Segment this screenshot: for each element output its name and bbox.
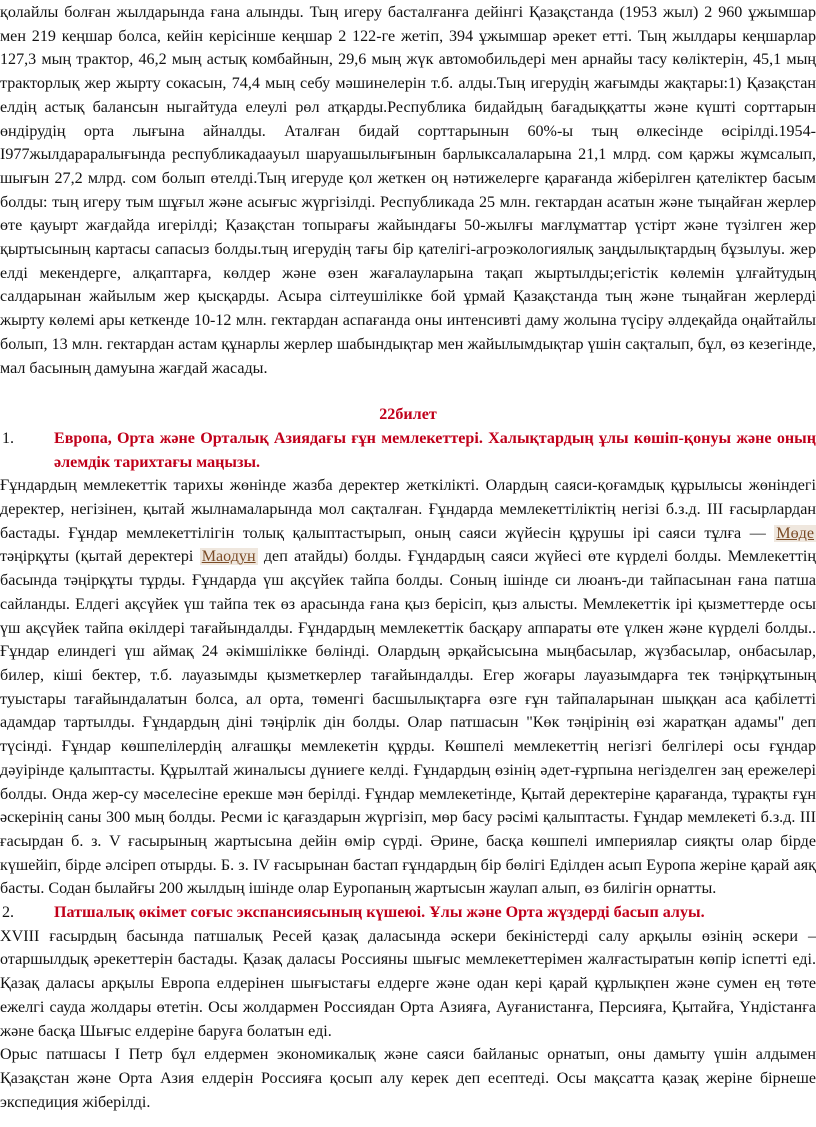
question-1-heading: Европа, Орта және Орталық Азиядағы ғұн мемлекеттері. Халықтардың ұлы көшіп-қонуы және оның әлемдік тарихтағы маңызы. (54, 429, 816, 471)
question-1-body-part-b: тәңірқұты (қытай деректері (0, 548, 200, 566)
intro-paragraph: қолайлы болған жылдарында ғана алынды. Тың игеру басталғанға дейінгі Қазақстанда (1953 жыл) 2 960 ұжымшар мен 219 кеңшар болса, кейін керісінше кеңшар 2 122-ге жетіп, 394 ұжымшар әрекет етті. Тың жылдары кеңшарлар 127,3 мың трактор, 46,2 мың астық комбайнын, 29,6 мың жүк автомобильдері мен арнайы тасу көліктерін, 45,1 мың тракторлық жер жырту сокасын, 74,4 мың себу мәшинелерін т.б. алды.Тың игерудің жағымды жақтары:1) Қазақстан елдің астық балансын ныгайтуда елеулі рөл атқарды.Республика бидайдың бағадыққатты және күшті сорттарын өндірудің орта лығына айналды. Аталған бидай сорттарынын 60%-ы тың өлкесінде өсірілді.1954-І977жылдарaралығында республикадааyыл шаруашылығынын барлыксалаларына 21,1 млрд. сом қаржы жұмсалып, шығын 27,2 млрд. сом болып өтелді.Тың игеруде қол жеткен оң нәтижелерге қарағанда жіберілген қателіктер басым болды: тың игеру тым шұғыл және асығыс жүргізілді. Республикада 25 млн. гектардан асатын және тыңайған жерлер өте қауырт жағдайда игерілді; Қазақстан топырағы жайындағы 50-жылғы мағлұматтар үстірт және түзілген жер қыртысының картасы сапасыз болды.тың игерудің тағы бір қателігі-агроэкологиялық заңдылықтардың бұзылуы. жер елді мекендерге, алқаптарға, көлдер және өзен жағалауларына тақап жыртылды;егістік көлемін ұлғайтудың салдарынан жайылым жер қысқарды. Асыра сілтеушілікке бой ұрмай Қазақстанда тың және тыңайған жерлерді жырту көлемі ары кеткенде 10-12 млн. гектардан аспағанда оны интенсивті даму жолына түсіру әлдеқайда оңайтайлы болып, 13 млн. гектардан астам құнарлы жерлер шабындықтар мен жайылымдықтар үшін сақталып, бұл, өз кезегінде, мал басының дамуына жағдай жасады. (0, 4, 816, 377)
question-2-body-1: XVIII ғасырдың басында патшалық Ресей қазақ даласында әскери бекіністерді салу арқылы өзінің әскери – отаршылдық әрекеттерін бастады. Қазақ даласы Россияны шығыс мемлекеттерімен жалғастыратын көпір іспетті еді. Қазақ даласы арқылы Европа елдерінен шығыстағы елдерге және одан кері қарай құрлықпен және сумен ең төте ежелгі сауда жолдары өтетін. Осы жолдармен Россиядан Орта Азияға, Ауғанистанға, Персияға, Қытайға, Үндістанға және басқа Шығыс елдеріне баруға болатын еді. (0, 927, 816, 1040)
question-1-heading-row (0, 427, 816, 474)
question-2-body-2: Орыс патшасы І Петр бұл елдермен экономикалық және саяси байланыс орнатып, оны дамыту үшін алдымен Қазақстан және Орта Азия елдерін Россияға қосып алу керек деп есептеді. Осы мақсатта қазақ жеріне бірнеше экспедиция жіберілді. (0, 1046, 816, 1111)
question-1-body-part-a: Ғұндардың мемлекеттік тарихы жөнінде жазба деректер жеткілікті. Олардың саяси-қоғамдық құрылысы жөніндегі деректер, негізінен, қытай жылнамаларында мол сақталған. Ғұндарда мемлекеттіліктің негізі б.з.д. ІІІ ғасырлардан бастады. Ғұндар мемлекеттілігін толық қалыптастырып, оның саяси жүйесін құрушы ірі саяси тұлға — (0, 477, 816, 542)
question-1-body (0, 474, 816, 901)
maodun-link[interactable]: Маодун (201, 548, 256, 566)
ticket-title: 22билет (379, 406, 437, 424)
question-2-heading: Патшалық өкімет соғыс экспансиясының күшеюі. Ұлы және Орта жүздерді басып алуы. (54, 904, 705, 922)
document-page (0, 1, 816, 1127)
question-2-heading-row (0, 901, 816, 925)
mode-link[interactable]: Мөде (776, 524, 814, 542)
question-1-number: 1. (2, 429, 15, 447)
question-2-number: 2. (2, 904, 15, 922)
question-1-body-part-c: деп атайды) болды. Ғұндардың саяси жүйесі өте күрделі болды. Мемлекеттің басында тәңірқұты тұрды. Ғұндарда үш ақсүйек тайпа болды. Соның ішінде си люанъ-ди тайпасынан ғана патша сайланды. Елдегі ақсүйек үш тайпа тек өз арасында ғана қыз берісіп, қыз алысты. Мемлекеттік ірі қызметтерде осы үш ақсүйек тайпа өкілдері тағайындалды. Ғұндардың мемлекеттік басқару аппараты өте үлкен және күрделі болды.. Ғұндар елиндегі үш аймақ 24 әкімшілікке бөлінді. Олардың әрқайсысына мыңбасылар, жүзбасылар, онбасылар, билер, кіші бектер, т.б. лауазымды қызметкерлер тағайындалды. Егер жоғары лауазымдарға тек тәңірқұтының туыстары тағайындалатын болса, ал орта, төменгі басшылықтарға өзге ғұн тайпаларынан шыққан аса қабілетті адамдар тартылды. Ғұндардың діні тәңірлік дін болды. Олар патшасын "Көк тәңірінің өзі жаратқан адамы" деп түсінді. Ғұндар көшпелілердің алғашқы мемлекетін құрды. Көшпелі мемлекеттің негізгі белгілері осы ғұндар дәуірінде қалыптасты. Құрылтай жиналысы дүниеге келді. Ғұндардың өзінің әдет-ғұрпына негізделген заң ережелері болды. Онда жер-су мәселесіне ерекше мән берілді. Ғұндар мемлекетінде, Қытай деректеріне қарағанда, тұрақты ғұн әскерінің саны 300 мың болды. Ресми іс қағаздарын жүргізіп, мөр басу рәсімі қалыптасты. Ғұндар мемлекеті б.з.д. ІІІ ғасырдан б. з. V ғасырының жартысына дейін өмір сүрді. Әрине, басқа көшпелі империялар сияқты олар бірде күшейіп, бірде әлсіреп отырды. Б. з. IV ғасырынан бастап ғұндардың бір бөлігі Еділден асып Еуропа жеріне қарай аяқ басты. Содан былайғы 200 жылдың ішінде олар Еуропаның жартысын жаулап алып, өз билігін орнатты. (0, 548, 816, 898)
